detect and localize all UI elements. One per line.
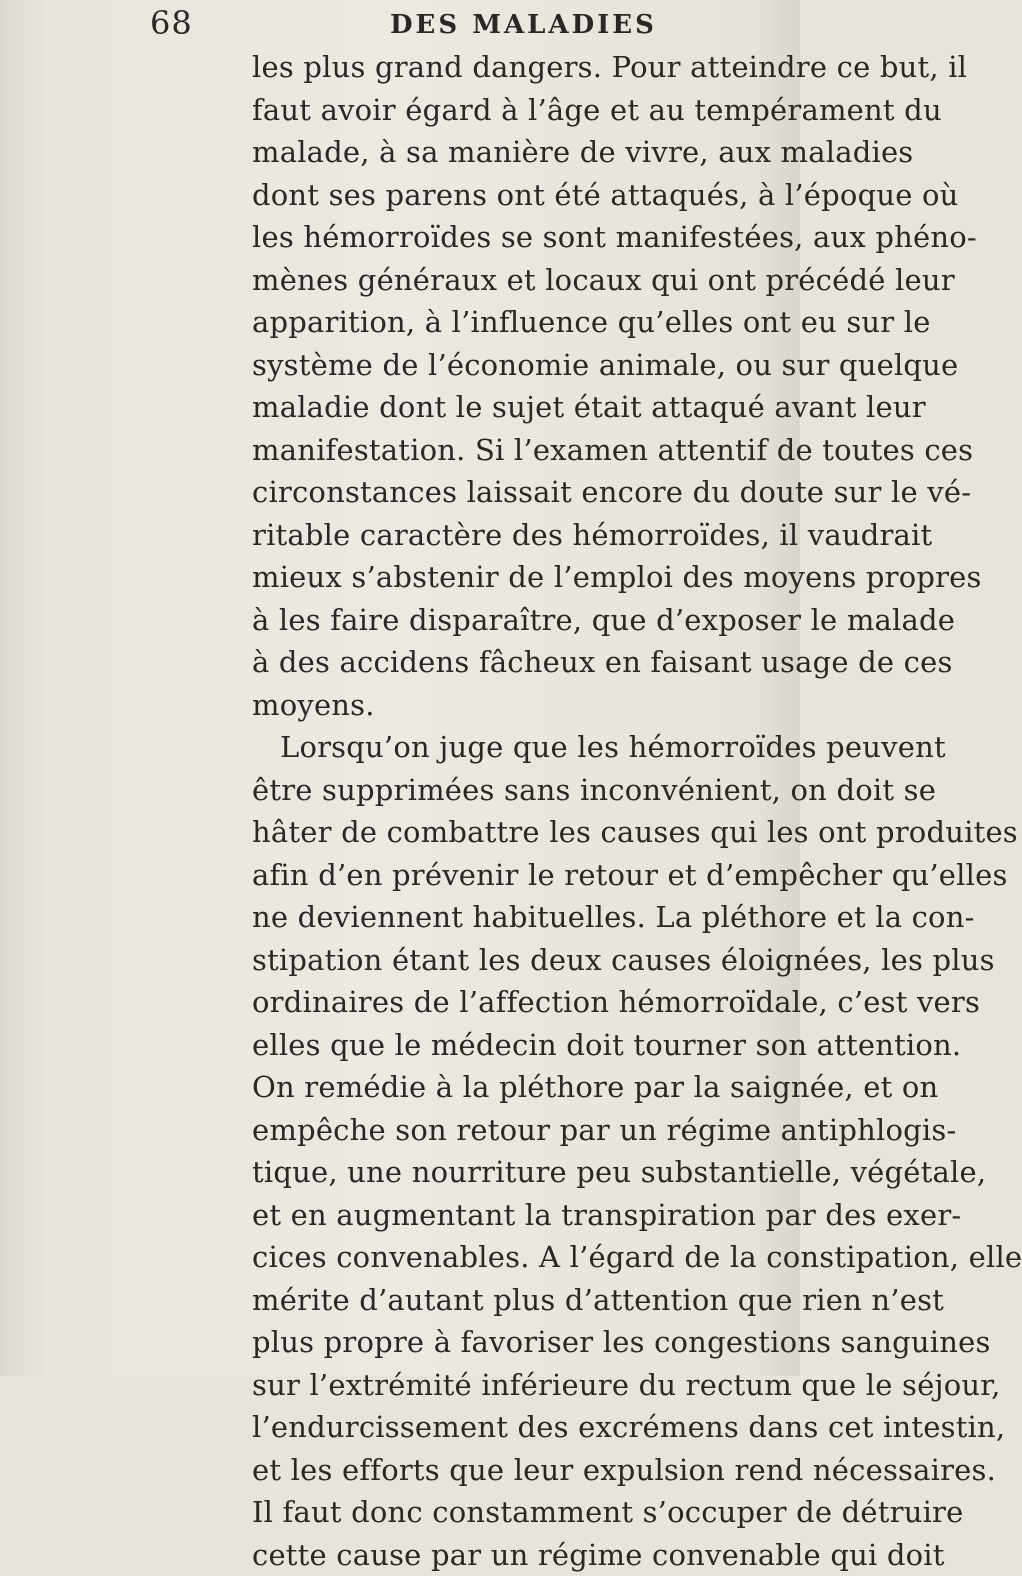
text-line: ne deviennent habituelles. La pléthore et la con- [252,896,772,939]
text-line: mieux s’abstenir de l’emploi des moyens propres [252,556,772,599]
text-line: et en augmentant la transpiration par des exer- [252,1194,772,1237]
text-line: Il faut donc constamment s’occuper de détruire [252,1491,772,1534]
text-line: système de l’économie animale, ou sur quelque [252,344,772,387]
text-line: faut avoir égard à l’âge et au tempérament du [252,89,772,132]
text-line: l’endurcissement des excrémens dans cet intestin, [252,1406,772,1449]
text-line: à les faire disparaître, que d’exposer le malade [252,599,772,642]
text-line: être supprimées sans inconvénient, on doit se [252,769,772,812]
paragraph-start-line: Lorsqu’on juge que les hémorroïdes peuvent [252,726,772,769]
text-line: plus propre à favoriser les congestions sanguines [252,1321,772,1364]
text-line: stipation étant les deux causes éloignées, les plus [252,939,772,982]
running-title: DES MALADIES [390,10,657,40]
text-line: tique, une nourriture peu substantielle, végétale, [252,1151,772,1194]
page-number: 68 [150,4,193,42]
text-line: sur l’extrémité inférieure du rectum que le séjour, [252,1364,772,1407]
text-line: et les efforts que leur expulsion rend nécessaires. [252,1449,772,1492]
text-line: cices convenables. A l’égard de la constipation, elle [252,1236,772,1279]
text-line: apparition, à l’influence qu’elles ont eu sur le [252,301,772,344]
text-line: cette cause par un régime convenable qui doit [252,1534,772,1576]
text-line: On remédie à la pléthore par la saignée, et on [252,1066,772,1109]
text-line: mérite d’autant plus d’attention que rien n’est [252,1279,772,1322]
text-line: manifestation. Si l’examen attentif de toutes ces [252,429,772,472]
text-line: ritable caractère des hémorroïdes, il vaudrait [252,514,772,557]
text-line: ordinaires de l’affection hémorroïdale, c’est vers [252,981,772,1024]
text-line: les hémorroïdes se sont manifestées, aux phéno- [252,216,772,259]
body-text [252,46,772,1576]
text-line: hâter de combattre les causes qui les ont produites [252,811,772,854]
text-line: empêche son retour par un régime antiphlogis- [252,1109,772,1152]
text-line: mènes généraux et locaux qui ont précédé leur [252,259,772,302]
text-line: afin d’en prévenir le retour et d’empêcher qu’elles [252,854,772,897]
text-line: circonstances laissait encore du doute sur le vé- [252,471,772,514]
text-line: malade, à sa manière de vivre, aux maladies [252,131,772,174]
text-line: dont ses parens ont été attaqués, à l’époque où [252,174,772,217]
text-line: elles que le médecin doit tourner son attention. [252,1024,772,1067]
text-line: maladie dont le sujet était attaqué avant leur [252,386,772,429]
running-head [150,4,810,48]
text-line: les plus grand dangers. Pour atteindre ce but, il [252,46,772,89]
text-line: à des accidens fâcheux en faisant usage de ces [252,641,772,684]
text-line: moyens. [252,684,772,727]
